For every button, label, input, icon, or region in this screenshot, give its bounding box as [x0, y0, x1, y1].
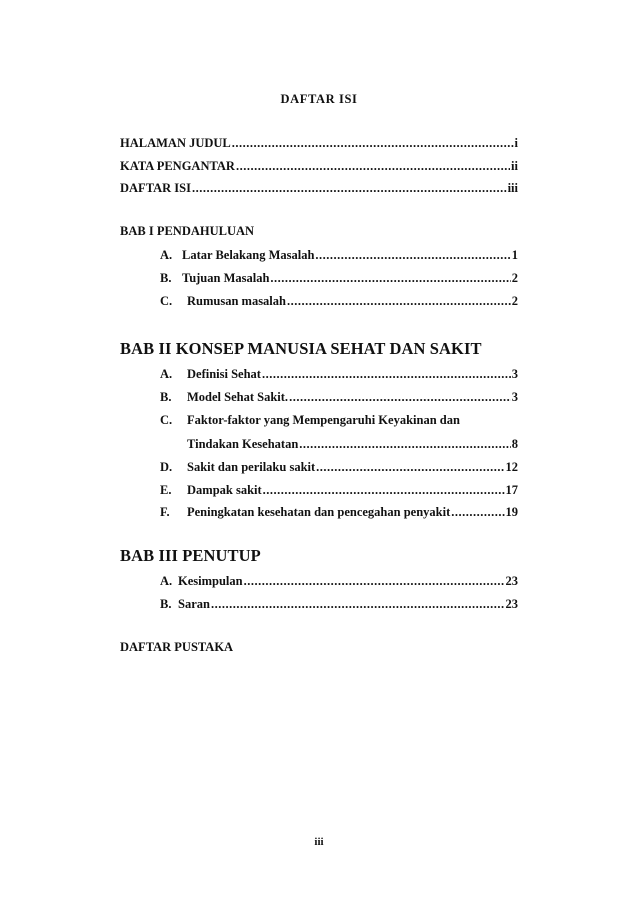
- leader-dots: [262, 366, 511, 382]
- chapter-heading-bab-3: BAB III PENUTUP: [120, 546, 261, 565]
- toc-page-number: 3: [511, 367, 518, 381]
- toc-page-number: 19: [505, 505, 518, 519]
- toc-entry-daftar-isi: [120, 180, 518, 196]
- toc-page-number: 23: [505, 597, 518, 611]
- leader-dots: [244, 573, 505, 589]
- toc-page-number: 2: [511, 271, 518, 285]
- leader-dots: [232, 135, 514, 151]
- toc-label: Definisi Sehat: [187, 367, 261, 381]
- page-number: iii: [314, 836, 324, 848]
- toc-label: Sakit dan perilaku sakit: [187, 460, 316, 474]
- toc-page-number: iii: [507, 181, 518, 195]
- toc-page-number: 1: [511, 248, 518, 262]
- leader-dots: [236, 158, 510, 174]
- chapter-heading-bab-2: BAB II KONSEP MANUSIA SEHAT DAN SAKIT: [120, 339, 482, 358]
- leader-dots: [287, 293, 511, 309]
- daftar-pustaka-heading: DAFTAR PUSTAKA: [120, 640, 234, 654]
- toc-entry-bab3-b: [160, 596, 518, 612]
- toc-letter: B.: [160, 390, 172, 404]
- toc-page-number: i: [514, 136, 518, 150]
- toc-page-number: 17: [505, 483, 518, 497]
- toc-label: Tindakan Kesehatan: [187, 437, 299, 451]
- toc-label: Tujuan Masalah: [182, 271, 270, 285]
- toc-entry-bab2-c: [160, 412, 518, 428]
- toc-label: Latar Belakang Masalah: [182, 248, 315, 262]
- toc-entry-bab1-b: [160, 270, 518, 286]
- page-title: DAFTAR ISI: [280, 92, 358, 106]
- toc-label: HALAMAN JUDUL: [120, 136, 231, 150]
- toc-label: KATA PENGANTAR: [120, 159, 235, 173]
- toc-label: Dampak sakit: [187, 483, 262, 497]
- leader-dots: [270, 270, 510, 286]
- toc-page-number: 2: [511, 294, 518, 308]
- leader-dots: [192, 180, 507, 196]
- toc-entry-bab2-a: [160, 366, 518, 382]
- leader-dots: [451, 504, 504, 520]
- toc-entry-bab2-d: [160, 459, 518, 475]
- leader-dots: [315, 247, 510, 263]
- toc-letter: F.: [160, 505, 170, 519]
- toc-letter: E.: [160, 483, 172, 497]
- toc-label: Model Sehat Sakit.: [187, 390, 289, 404]
- toc-label: Rumusan masalah: [187, 294, 286, 308]
- toc-letter: A.: [160, 367, 173, 381]
- toc-entry-kata-pengantar: [120, 158, 518, 174]
- toc-page-number: ii: [511, 159, 518, 173]
- toc-page-number: 8: [511, 437, 518, 451]
- toc-entry-bab1-c: [160, 293, 518, 309]
- toc-label: Saran: [178, 597, 210, 611]
- toc-page-number: 12: [505, 460, 518, 474]
- toc-entry-bab2-b: [160, 389, 518, 405]
- toc-label: Faktor-faktor yang Mempengaruhi Keyakinan dan: [187, 413, 460, 427]
- leader-dots: [299, 436, 510, 452]
- leader-dots: [289, 389, 511, 405]
- toc-label: Peningkatan kesehatan dan pencegahan penyakit: [187, 505, 451, 519]
- toc-page-number: 3: [511, 390, 518, 404]
- toc-letter: A.: [160, 574, 173, 588]
- toc-entry-bab2-f: [160, 504, 518, 520]
- toc-letter: C.: [160, 294, 173, 308]
- toc-entry-halaman-judul: [120, 135, 518, 151]
- toc-entry-bab1-a: [160, 247, 518, 263]
- leader-dots: [211, 596, 505, 612]
- leader-dots: [316, 459, 504, 475]
- toc-entry-bab2-c-continuation: [187, 436, 518, 452]
- toc-letter: A.: [160, 248, 173, 262]
- chapter-heading-bab-1: BAB I PENDAHULUAN: [120, 224, 255, 238]
- toc-letter: C.: [160, 413, 173, 427]
- toc-page-number: 23: [505, 574, 518, 588]
- toc-letter: B.: [160, 271, 172, 285]
- toc-entry-bab2-e: [160, 482, 518, 498]
- toc-entry-bab3-a: [160, 573, 518, 589]
- toc-letter: B.: [160, 597, 172, 611]
- toc-label: Kesimpulan: [178, 574, 243, 588]
- toc-label: DAFTAR ISI: [120, 181, 191, 195]
- toc-letter: D.: [160, 460, 173, 474]
- leader-dots: [263, 482, 505, 498]
